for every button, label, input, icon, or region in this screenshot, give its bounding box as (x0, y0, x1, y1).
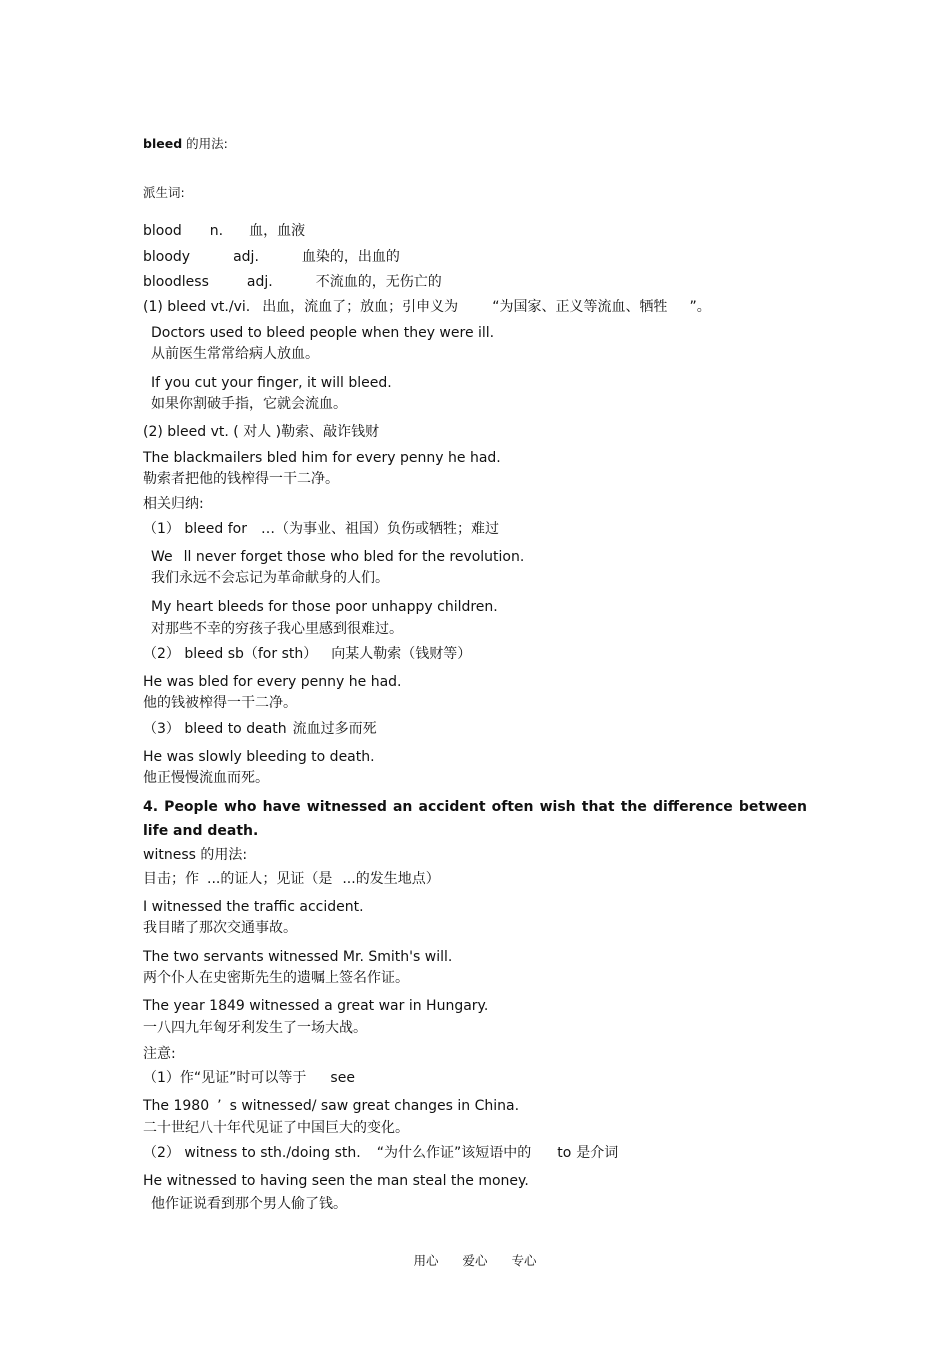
example-12-en: He witnessed to having seen the man steal the money. (143, 1173, 529, 1189)
note-label: 注意: (143, 1046, 176, 1062)
example-11-en: The 1980 ’ s witnessed/ saw great changes in China. (143, 1098, 520, 1114)
example-10-en: The year 1849 witnessed a great war in Hungary. (143, 998, 489, 1014)
example-12-zh: 他作证说看到那个男人偷了钱。 (151, 1196, 347, 1212)
derivative-blood: blood n. 血，血液 (143, 223, 306, 239)
example-10-zh: 一八四九年匈牙利发生了一场大战。 (143, 1020, 367, 1036)
bleed-usage-title: bleed 的用法: (143, 136, 228, 151)
example-9-en: The two servants witnessed Mr. Smith's will. (143, 949, 453, 965)
summary-label: 相关归纳: (143, 496, 204, 512)
example-5-zh: 对那些不幸的穷孩子我心里感到很难过。 (151, 621, 403, 637)
example-7-en: He was slowly bleeding to death. (143, 749, 375, 765)
witness-usage-title: witness 的用法: (143, 847, 248, 863)
example-6-zh: 他的钱被榨得一干二净。 (143, 695, 297, 711)
footer-word-1: 用心 (413, 1253, 439, 1268)
example-4-zh: 我们永远不会忘记为革命献身的人们。 (151, 570, 389, 586)
summary-item-3: （3） bleed to death 流血过多而死 (143, 721, 377, 737)
example-1-en: Doctors used to bleed people when they were ill. (151, 325, 495, 341)
witness-meaning: 目击；作 ...的证人；见证（是 ...的发生地点） (143, 871, 440, 887)
footer-word-2: 爱心 (462, 1253, 488, 1268)
section-4-heading: 4. People who have witnessed an accident often wish that the difference between life and death. (143, 799, 807, 839)
page-footer (0, 1253, 950, 1269)
summary-item-1: （1） bleed for …（为事业、祖国）负伤或牺牲；难过 (143, 521, 499, 537)
derivatives-label: 派生词: (143, 185, 185, 200)
example-8-zh: 我目睹了那次交通事故。 (143, 920, 297, 936)
note-1: （1）作“见证”时可以等于 see (143, 1070, 355, 1086)
derivative-bloody: bloody adj. 血染的，出血的 (143, 249, 400, 265)
example-4-en: We ll never forget those who bled for the revolution. (151, 549, 525, 565)
example-8-en: I witnessed the traffic accident. (143, 899, 364, 915)
example-5-en: My heart bleeds for those poor unhappy children. (151, 599, 498, 615)
example-1-zh: 从前医生常常给病人放血。 (151, 346, 319, 362)
example-3-zh: 勒索者把他的钱榨得一干二净。 (143, 471, 339, 487)
summary-item-2: （2） bleed sb（for sth） 向某人勒索（钱财等） (143, 646, 472, 662)
example-7-zh: 他正慢慢流血而死。 (143, 770, 269, 786)
example-11-zh: 二十世纪八十年代见证了中国巨大的变化。 (143, 1120, 409, 1136)
example-6-en: He was bled for every penny he had. (143, 674, 402, 690)
example-2-en: If you cut your finger, it will bleed. (151, 375, 392, 391)
sense-1: (1) bleed vt./vi. 出血，流血了；放血；引申义为 “为国家、正义等流血、牺牲 ”。 (143, 299, 711, 315)
example-2-zh: 如果你割破手指，它就会流血。 (151, 396, 347, 412)
note-2: （2） witness to sth./doing sth. “为什么作证”该短语中的 to 是介词 (143, 1145, 619, 1161)
example-3-en: The blackmailers bled him for every penny he had. (143, 450, 501, 466)
derivative-bloodless: bloodless adj. 不流血的，无伤亡的 (143, 274, 442, 290)
example-9-zh: 两个仆人在史密斯先生的遗嘱上签名作证。 (143, 970, 409, 986)
footer-word-3: 专心 (511, 1253, 537, 1268)
sense-2: (2) bleed vt. ( 对人 )勒索、敲诈钱财 (143, 424, 380, 440)
